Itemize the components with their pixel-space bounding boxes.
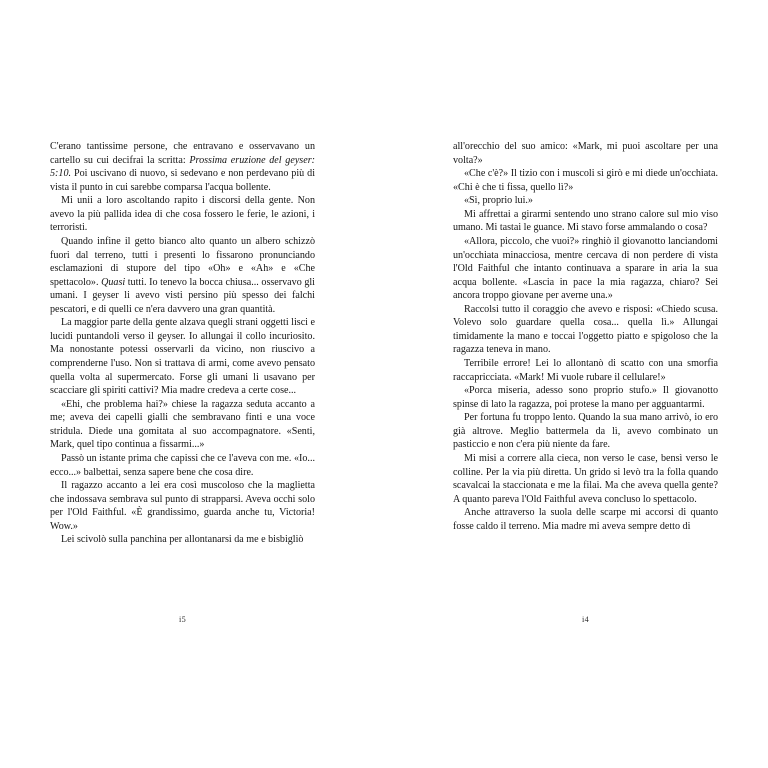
right-page-text	[453, 140, 718, 533]
paragraph: «Ehi, che problema hai?» chiese la ragazza seduta accanto a me; aveva dei capelli gialli che sembravano finti e una voce stridula. Diede una gomitata al suo accompagnatore. «Senti, Mark, quel tipo continua a fissarmi...»	[50, 398, 315, 451]
left-page-folio: i5	[179, 615, 186, 624]
paragraph: «Allora, piccolo, che vuoi?» ringhiò il giovanotto lanciandomi un'occhiata minacciosa, mentre cercava di non perdere di vista l'Old Faithful che intanto continuava a sparare in aria la sua acqua bollente. «Lascia in pace la mia ragazza, chiaro? Sei ancora troppo giovane per averne una.»	[453, 235, 718, 302]
left-page-text	[50, 140, 315, 547]
paragraph: La maggior parte della gente alzava quegli strani oggetti lisci e lucidi puntandoli verso il geyser. Io allungai il collo incuriosito. Ma nonostante potessi osservarli da vicino, non riuscivo a comprenderne l'uso. Non si trattava di armi, come avevo pensato quella volta al supermercato. Forse gli umani li usavano per scacciare gli spiriti cattivi? Mia madre credeva a certe cose...	[50, 317, 315, 397]
paragraph: all'orecchio del suo amico: «Mark, mi puoi ascoltare per una volta?»	[453, 141, 718, 166]
paragraph: Quando infine il getto bianco alto quanto un albero schizzò fuori dal terreno, tutti i presenti lo fissarono pronunciando esclamazioni di stupore del tipo «Oh» e «Ah» e «Che spettacolo». Quasi tutti. Io tenevo la bocca chiusa... osservavo gli umani. I geyser li avevo visti persino più spesso dei falchi pescatori, e di quelli ce n'era davvero una gran quantità.	[50, 235, 315, 315]
paragraph: «Sì, proprio lui.»	[464, 195, 533, 207]
right-page-folio: i4	[582, 615, 589, 624]
paragraph: Il ragazzo accanto a lei era così muscoloso che la maglietta che indossava sembrava sul punto di strapparsi. Aveva occhi solo per l'Old Faithful. «È grandissimo, guarda anche tu, Victoria! Wow.»	[50, 480, 315, 532]
paragraph: «Che c'è?» Il tizio con i muscoli si girò e mi diede un'occhiata. «Chi è che ti fissa, quello lì?»	[453, 168, 718, 193]
paragraph: Passò un istante prima che capissi che ce l'aveva con me. «Io... ecco...» balbettai, senza sapere bene che cosa dire.	[50, 452, 315, 478]
paragraph: Raccolsi tutto il coraggio che avevo e risposi: «Chiedo scusa. Volevo solo guardare quella cosa... quella lì.» Allungai timidamente la mano e toccai l'oggetto piatto e spigoloso che la ragazza teneva in mano.	[453, 303, 718, 356]
paragraph: Mi affrettai a girarmi sentendo uno strano calore sul mio viso umano. Mi tastai le guance. Mi stavo forse ammalando o cosa?	[453, 208, 718, 234]
paragraph: Lei scivolò sulla panchina per allontanarsi da me e bisbigliò	[61, 534, 304, 546]
left-page	[50, 140, 315, 547]
paragraph: Mi misi a correre alla cieca, non verso le case, bensì verso le colline. Per la via più diretta. Un grido si levò tra la folla quando scavalcai la staccionata e me la filai. Ma che aveva quella gente? A quanto pareva l'Old Faithful aveva concluso lo spettacolo.	[453, 452, 718, 505]
paragraph: Anche attraverso la suola delle scarpe mi accorsi di quanto fosse caldo il terreno. Mia madre mi aveva sempre detto di	[453, 507, 718, 532]
paragraph: Per fortuna fu troppo lento. Quando la sua mano arrivò, io ero già altrove. Meglio battermela da lì, avevo combinato un pasticcio e non c'era più niente da fare.	[453, 412, 718, 451]
paragraph: C'erano tantissime persone, che entravano e osservavano un cartello su cui decifrai la scritta: Prossima eruzione del geyser: 5:10. Poi uscivano di nuovo, si sedevano e non perdevano più di vista il punto in cui sarebbe comparsa l'acqua bollente.	[50, 141, 316, 193]
paragraph: Terribile errore! Lei lo allontanò di scatto con una smorfia raccapricciata. «Mark! Mi vuole rubare il cellulare!»	[453, 358, 718, 383]
paragraph: Mi unii a loro ascoltando rapito i discorsi della gente. Non avevo la più pallida idea di che cosa fossero le ferie, le azioni, i terroristi.	[50, 195, 315, 234]
right-page	[453, 140, 718, 533]
paragraph: «Porca miseria, adesso sono proprio stufo.» Il giovanotto spinse di lato la ragazza, poi protese la mano per agguantarmi.	[453, 385, 718, 410]
